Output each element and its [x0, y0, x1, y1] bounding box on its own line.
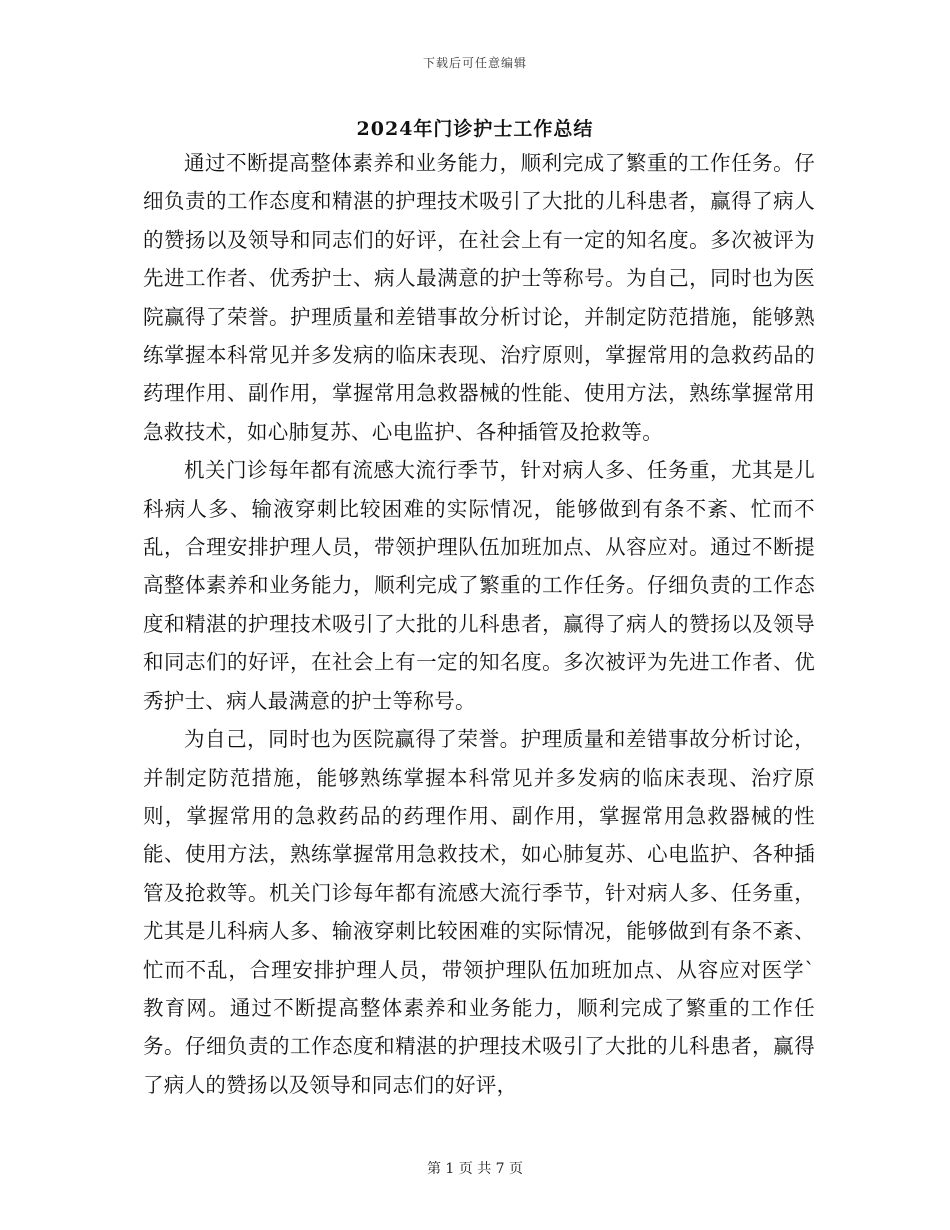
- document-body: [143, 144, 815, 1104]
- page-number: 第 1 页 共 7 页: [426, 1161, 524, 1177]
- paragraph: 为自己，同时也为医院赢得了荣誉。护理质量和差错事故分析讨论，并制定防范措施，能够熟练掌握本科常见并多发病的临床表现、治疗原则，掌握常用的急救药品的药理作用、副作用，掌握常用急救器械的性能、使用方法，熟练掌握常用急救技术，如心肺复苏、心电监护、各种插管及抢救等。机关门诊每年都有流感大流行季节，针对病人多、任务重，尤其是儿科病人多、输液穿刺比较困难的实际情况，能够做到有条不紊、忙而不乱，合理安排护理人员，带领护理队伍加班加点、从容应对医学`教育网。通过不断提高整体素养和业务能力，顺利完成了繁重的工作任务。仔细负责的工作态度和精湛的护理技术吸引了大批的儿科患者，赢得了病人的赞扬以及领导和同志们的好评，: [143, 727, 815, 1097]
- paragraph: 通过不断提高整体素养和业务能力，顺利完成了繁重的工作任务。仔细负责的工作态度和精湛的护理技术吸引了大批的儿科患者，赢得了病人的赞扬以及领导和同志们的好评，在社会上有一定的知名度。多次被评为先进工作者、优秀护士、病人最满意的护士等称号。为自己，同时也为医院赢得了荣誉。护理质量和差错事故分析讨论，并制定防范措施，能够熟练掌握本科常见并多发病的临床表现、治疗原则，掌握常用的急救药品的药理作用、副作用，掌握常用急救器械的性能、使用方法，熟练掌握常用急救技术，如心肺复苏、心电监护、各种插管及抢救等。: [143, 151, 815, 444]
- paragraph: 机关门诊每年都有流感大流行季节，针对病人多、任务重，尤其是儿科病人多、输液穿刺比较困难的实际情况，能够做到有条不紊、忙而不乱，合理安排护理人员，带领护理队伍加班加点、从容应对。通过不断提高整体素养和业务能力，顺利完成了繁重的工作任务。仔细负责的工作态度和精湛的护理技术吸引了大批的儿科患者，赢得了病人的赞扬以及领导和同志们的好评，在社会上有一定的知名度。多次被评为先进工作者、优秀护士、病人最满意的护士等称号。: [143, 458, 815, 713]
- document-title: 2024年门诊护士工作总结: [356, 118, 594, 140]
- page-header: 下载后可任意编辑: [422, 56, 527, 70]
